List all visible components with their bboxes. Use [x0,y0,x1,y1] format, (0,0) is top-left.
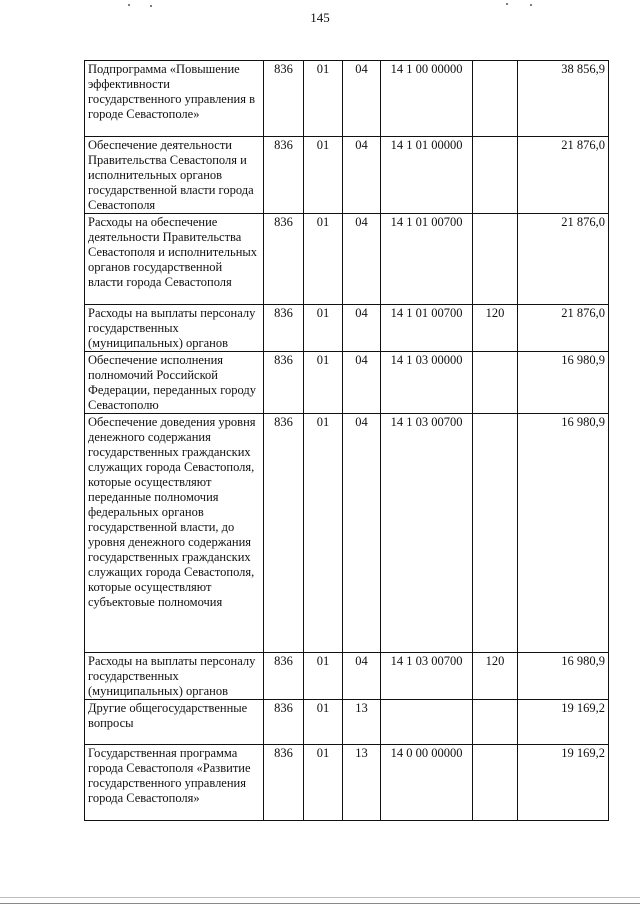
amount: 16 980,9 [518,352,609,414]
target-code: 14 1 03 00000 [381,352,473,414]
row-name: Расходы на выплаты персоналу государственных (муниципальных) органов [85,305,264,352]
page-number: 145 [310,10,330,25]
subsection-code: 13 [343,700,381,745]
target-code [381,700,473,745]
scan-speck [128,4,130,6]
subsection-code: 13 [343,745,381,821]
table-row [85,653,609,700]
row-name: Другие общегосударственные вопросы [85,700,264,745]
row-name: Расходы на выплаты персоналу государственных (муниципальных) органов [85,653,264,700]
section-code: 01 [304,61,343,137]
target-code: 14 0 00 00000 [381,745,473,821]
section-code: 01 [304,745,343,821]
ministry-code: 836 [264,653,304,700]
subsection-code: 04 [343,352,381,414]
scan-speck [506,3,508,5]
expense-type-code: 120 [473,305,518,352]
target-code: 14 1 01 00000 [381,137,473,214]
ministry-code: 836 [264,305,304,352]
expense-type-code [473,700,518,745]
section-code: 01 [304,414,343,653]
table-row [85,352,609,414]
section-code: 01 [304,305,343,352]
subsection-code: 04 [343,414,381,653]
row-name: Обеспечение деятельности Правительства Севастополя и исполнительных органов государственной власти города Севастополя [85,137,264,214]
amount: 38 856,9 [518,61,609,137]
target-code: 14 1 01 00700 [381,305,473,352]
subsection-code: 04 [343,305,381,352]
ministry-code: 836 [264,700,304,745]
subsection-code: 04 [343,653,381,700]
table-row [85,137,609,214]
section-code: 01 [304,700,343,745]
expense-type-code [473,214,518,305]
amount: 16 980,9 [518,653,609,700]
amount: 21 876,0 [518,305,609,352]
table-row [85,61,609,137]
table-row [85,214,609,305]
row-name: Обеспечение исполнения полномочий Российской Федерации, переданных городу Севастополю [85,352,264,414]
row-name: Обеспечение доведения уровня денежного содержания государственных гражданских служащих города Севастополя, которые осуществляют переданные полномочия федеральных органов государственной власти, до уровня денежного содержания государственных гражданских служащих города Севастополя, которые осуществляют субъектовые полномочия [85,414,264,653]
section-code: 01 [304,214,343,305]
row-name: Подпрограмма «Повышение эффективности государственного управления в городе Севастополе» [85,61,264,137]
section-code: 01 [304,352,343,414]
row-name: Расходы на обеспечение деятельности Правительства Севастополя и исполнительных органов государственной власти города Севастополя [85,214,264,305]
amount: 16 980,9 [518,414,609,653]
ministry-code: 836 [264,352,304,414]
scan-speck [530,4,532,6]
expense-type-code [473,352,518,414]
expense-type-code [473,745,518,821]
ministry-code: 836 [264,214,304,305]
table-row [85,305,609,352]
expense-type-code [473,414,518,653]
subsection-code: 04 [343,61,381,137]
scan-bottom-edge [0,897,640,898]
ministry-code: 836 [264,745,304,821]
table-row [85,414,609,653]
table-row [85,700,609,745]
target-code: 14 1 03 00700 [381,414,473,653]
ministry-code: 836 [264,414,304,653]
section-code: 01 [304,653,343,700]
subsection-code: 04 [343,214,381,305]
section-code: 01 [304,137,343,214]
target-code: 14 1 00 00000 [381,61,473,137]
amount: 21 876,0 [518,214,609,305]
budget-table [84,60,609,821]
row-name: Государственная программа города Севастополя «Развитие государственного управления города Севастополя» [85,745,264,821]
scan-speck [150,5,152,7]
subsection-code: 04 [343,137,381,214]
ministry-code: 836 [264,137,304,214]
ministry-code: 836 [264,61,304,137]
scan-bottom-edge [0,903,640,904]
target-code: 14 1 03 00700 [381,653,473,700]
expense-type-code [473,61,518,137]
amount: 21 876,0 [518,137,609,214]
expense-type-code [473,137,518,214]
amount: 19 169,2 [518,700,609,745]
table-row [85,745,609,821]
expense-type-code: 120 [473,653,518,700]
amount: 19 169,2 [518,745,609,821]
target-code: 14 1 01 00700 [381,214,473,305]
